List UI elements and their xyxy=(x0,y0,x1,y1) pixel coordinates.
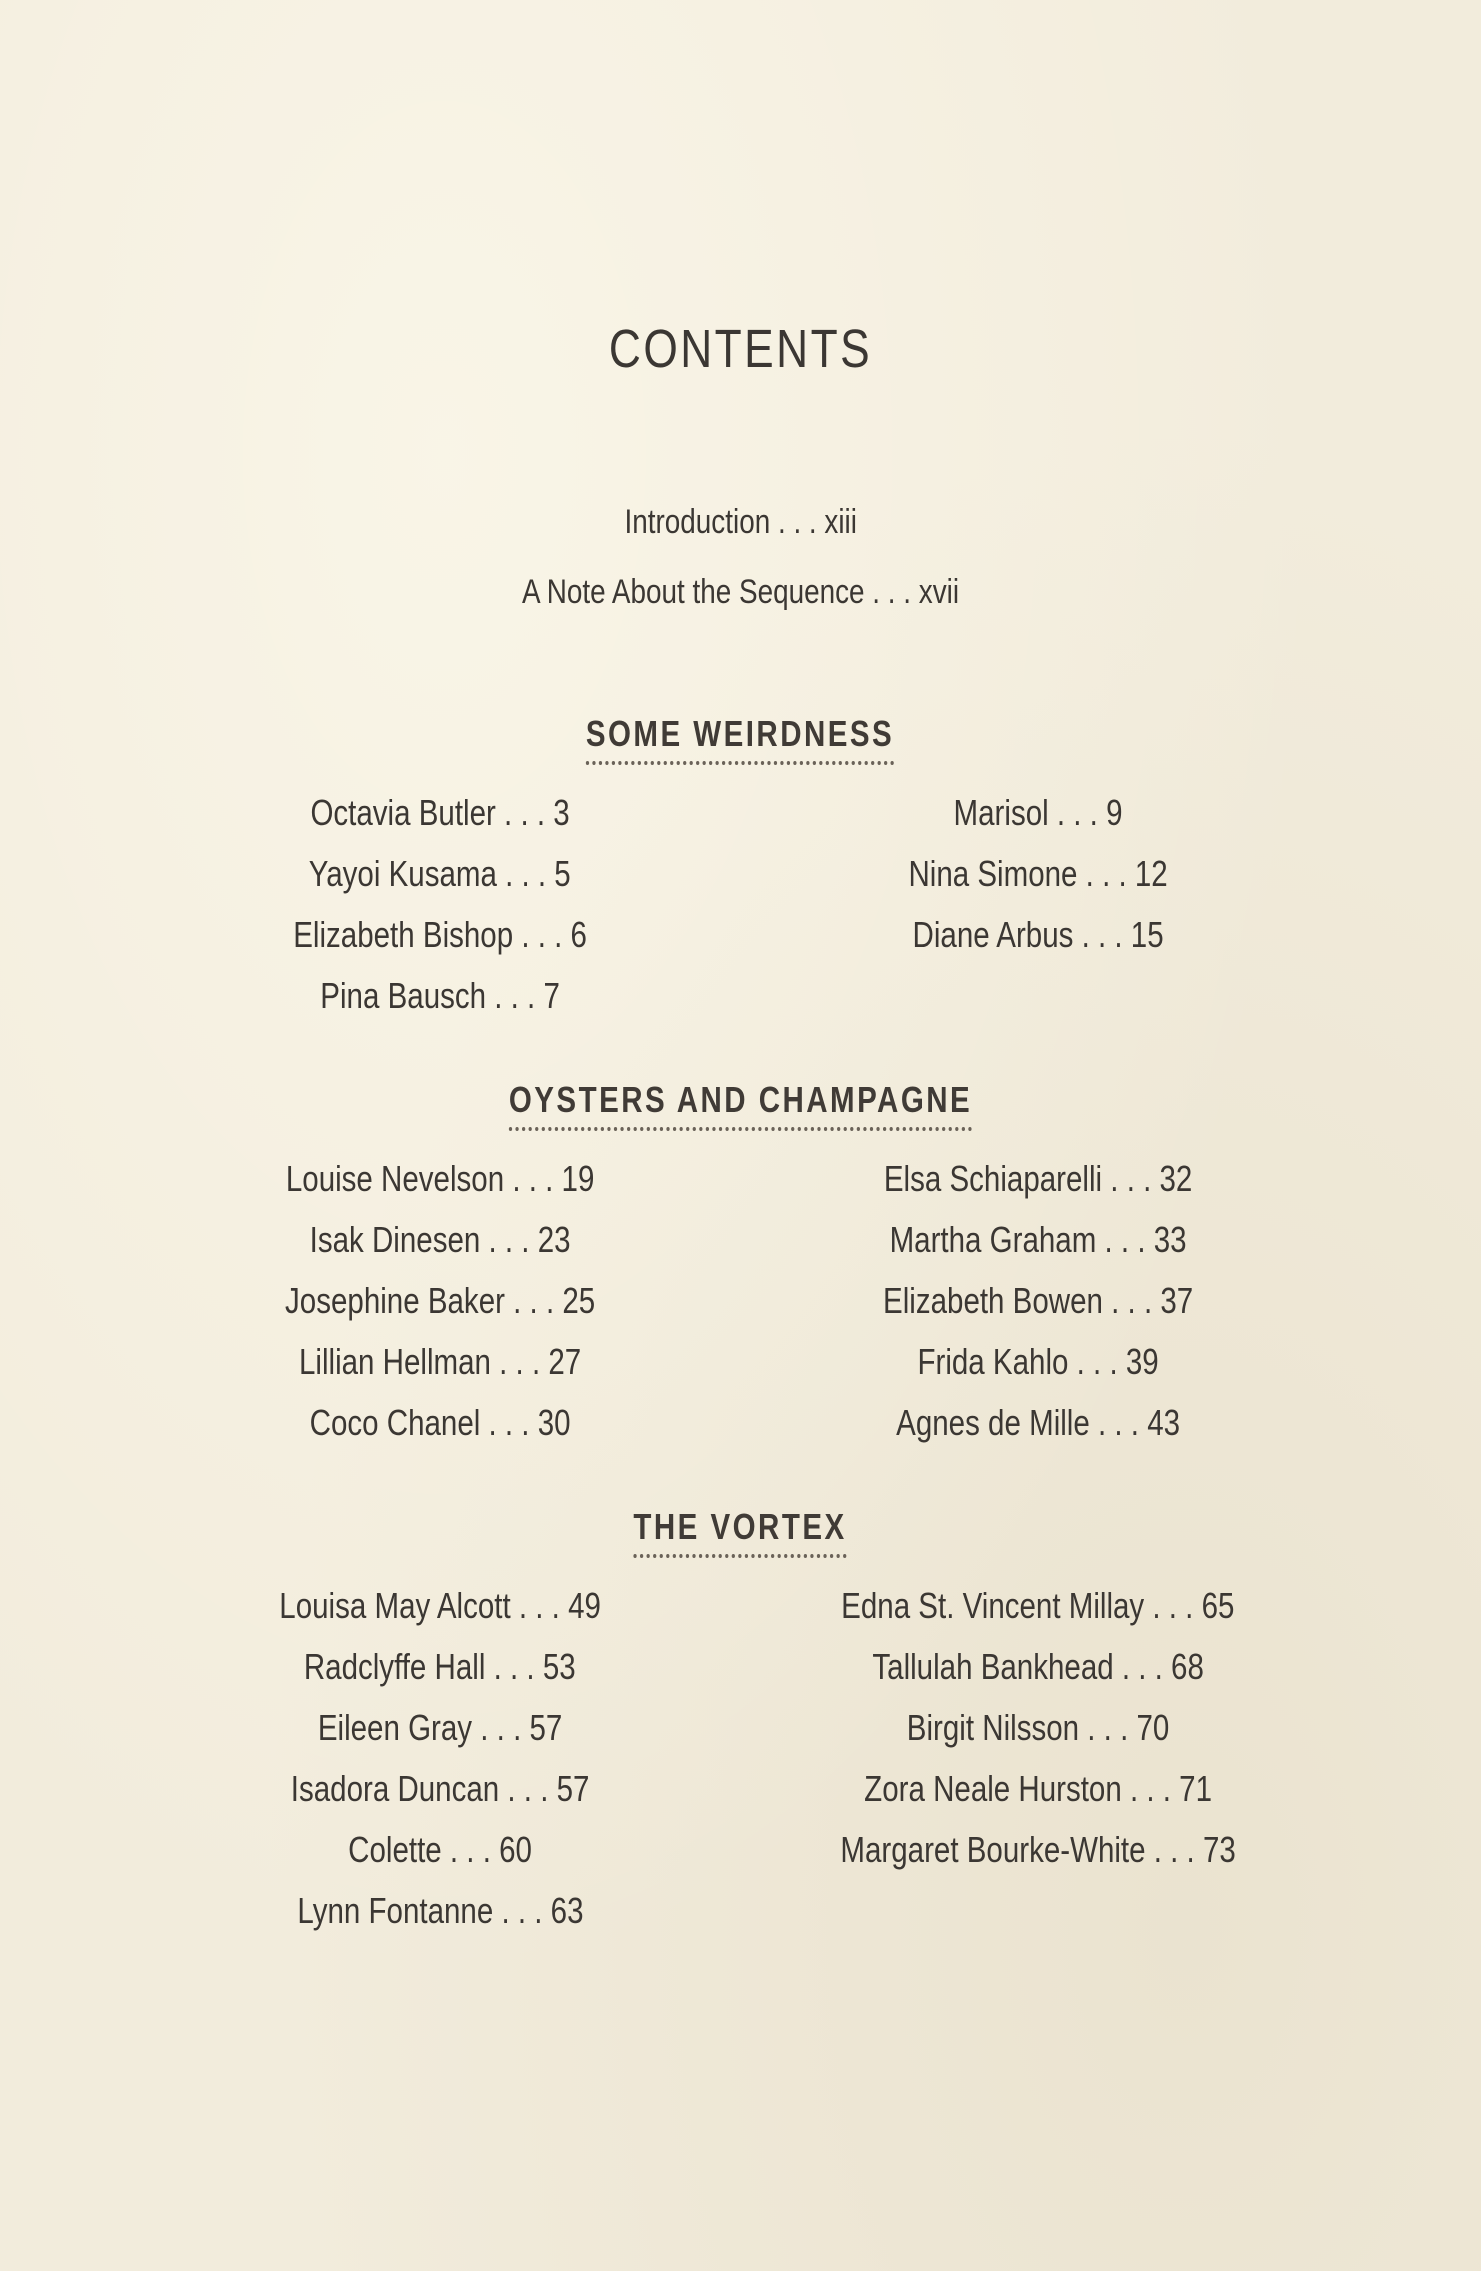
toc-entry: Zora Neale Hurston . . . 71 xyxy=(864,1768,1212,1809)
toc-entry: Edna St. Vincent Millay . . . 65 xyxy=(841,1585,1235,1626)
toc-entry: Radclyffe Hall . . . 53 xyxy=(304,1646,576,1687)
toc-entry-introduction xyxy=(0,503,1481,542)
section-right-column xyxy=(758,782,1318,965)
toc-entry: Octavia Butler . . . 3 xyxy=(310,792,570,833)
toc-entry-label: A Note About the Sequence . . . xvii xyxy=(521,573,960,611)
section-left-column xyxy=(160,1575,720,1941)
toc-entry: Eileen Gray . . . 57 xyxy=(317,1707,563,1748)
section-heading-the-vortex: THE VORTEX xyxy=(0,1506,1481,1558)
section-left-column xyxy=(160,1148,720,1453)
toc-entry: Tallulah Bankhead . . . 68 xyxy=(872,1646,1204,1687)
page-title: CONTENTS xyxy=(608,319,873,379)
section-right-column xyxy=(758,1148,1318,1453)
toc-entry: Lillian Hellman . . . 27 xyxy=(298,1341,582,1382)
section-left-column xyxy=(160,782,720,1026)
toc-entry: Nina Simone . . . 12 xyxy=(908,853,1168,894)
toc-entry: Louise Nevelson . . . 19 xyxy=(285,1158,595,1199)
toc-entry: Isak Dinesen . . . 23 xyxy=(309,1219,571,1260)
toc-entry: Diane Arbus . . . 15 xyxy=(912,914,1164,955)
toc-entry: Elizabeth Bowen . . . 37 xyxy=(882,1280,1194,1321)
toc-entry: Colette . . . 60 xyxy=(348,1829,532,1870)
toc-entry: Louisa May Alcott . . . 49 xyxy=(279,1585,601,1626)
toc-entry-label: Introduction . . . xiii xyxy=(624,503,857,541)
section-heading-oysters-and-champagne: OYSTERS AND CHAMPAGNE xyxy=(0,1079,1481,1131)
toc-entry: Josephine Baker . . . 25 xyxy=(284,1280,596,1321)
section-right-column xyxy=(758,1575,1318,1880)
toc-entry: Pina Bausch . . . 7 xyxy=(320,975,560,1016)
section-heading-some-weirdness: SOME WEIRDNESS xyxy=(0,713,1481,765)
toc-entry: Isadora Duncan . . . 57 xyxy=(290,1768,590,1809)
toc-entry: Martha Graham . . . 33 xyxy=(889,1219,1187,1260)
toc-entry: Elizabeth Bishop . . . 6 xyxy=(293,914,587,955)
toc-entry: Birgit Nilsson . . . 70 xyxy=(906,1707,1170,1748)
toc-entry: Elsa Schiaparelli . . . 32 xyxy=(883,1158,1193,1199)
toc-entry: Coco Chanel . . . 30 xyxy=(309,1402,571,1443)
toc-entry: Yayoi Kusama . . . 5 xyxy=(309,853,571,894)
toc-entry-note-about-sequence xyxy=(0,573,1481,612)
toc-entry: Margaret Bourke-White . . . 73 xyxy=(840,1829,1236,1870)
toc-entry: Frida Kahlo . . . 39 xyxy=(917,1341,1159,1382)
toc-entry: Agnes de Mille . . . 43 xyxy=(896,1402,1180,1443)
toc-entry: Marisol . . . 9 xyxy=(953,792,1123,833)
toc-entry: Lynn Fontanne . . . 63 xyxy=(296,1890,584,1931)
